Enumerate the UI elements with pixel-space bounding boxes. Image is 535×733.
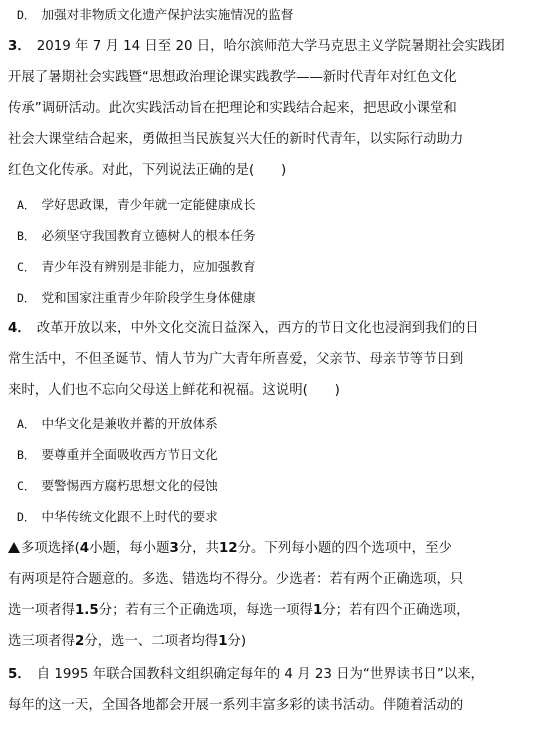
question-3-option-a (17, 195, 527, 215)
option-text: 加强对非物质文化遗产保护法实施情况的监督 (41, 7, 294, 22)
section-text: 分；若有四个正确选项， (322, 603, 470, 618)
question-4-option-d (17, 507, 527, 527)
score-value: 1 (312, 603, 323, 618)
question-text: 常生活中，不但圣诞节、情人节为广大青年所喜爱，父亲节、母亲节等节日到 (8, 352, 464, 367)
question-3-option-b (17, 226, 527, 246)
question-3-line-1 (8, 37, 528, 57)
option-d-previous-question (17, 5, 527, 25)
option-text: 青少年没有辨别是非能力，应加强教育 (41, 259, 256, 274)
option-letter: B． (17, 448, 36, 462)
section-text: 选一项者得 (8, 603, 75, 618)
question-text: 开展了暑期社会实践暨“思想政治理论课实践教学——新时代青年对红色文化 (8, 70, 457, 85)
points-each: 3 (169, 541, 179, 556)
option-text: 中华传统文化跟不上时代的要求 (41, 509, 218, 524)
question-3-option-c (17, 257, 527, 277)
question-5-line-1 (8, 665, 528, 685)
question-number: 4． (8, 321, 31, 336)
section-heading-line-3 (8, 601, 528, 621)
triangle-icon (8, 542, 20, 553)
section-heading-line-2 (8, 570, 528, 590)
option-letter: D． (17, 291, 36, 305)
question-text: 社会大课堂结合起来，勇做担当民族复兴大任的新时代青年，以实际行动助力 (8, 132, 464, 147)
question-3-line-3 (8, 99, 528, 119)
section-title: 多项选择 (21, 541, 75, 556)
section-heading-line-4 (8, 632, 528, 652)
option-text: 必须坚守我国教育立德树人的根本任务 (41, 228, 256, 243)
question-5-line-2 (8, 696, 528, 716)
section-text: 有两项是符合题意的。多选、错选均不得分。少选者：若有两个正确选项，只 (8, 572, 464, 587)
section-text: 小题，每小题 (89, 541, 170, 556)
option-text: 学好思政课，青少年就一定能健康成长 (41, 197, 256, 212)
option-text: 要尊重并全面吸收西方节日文化 (41, 447, 218, 462)
question-text: 来时，人们也不忘向父母送上鲜花和祝福。这说明( ) (8, 383, 340, 398)
section-text: 分) (227, 634, 247, 649)
section-text: 分；若有三个正确选项，每选一项得 (98, 603, 313, 618)
question-4-line-3 (8, 381, 528, 401)
option-text: 党和国家注重青少年阶段学生身体健康 (41, 290, 256, 305)
score-value: 1 (218, 634, 228, 649)
option-text: 中华文化是兼收并蓄的开放体系 (41, 416, 218, 431)
question-text: 红色文化传承。对此，下列说法正确的是( ) (8, 163, 287, 178)
option-text: 要警惕西方腐朽思想文化的侵蚀 (41, 478, 218, 493)
score-value: 1.5 (74, 603, 99, 618)
section-text: 分，共 (178, 541, 219, 556)
section-text: 分，选一、二项者均得 (84, 634, 219, 649)
question-3-line-4 (8, 130, 528, 150)
question-count: 4 (79, 541, 90, 556)
paren-open: ( (74, 541, 80, 556)
question-3-line-2 (8, 68, 528, 88)
question-number: 3． (8, 39, 31, 54)
question-4-line-2 (8, 350, 528, 370)
question-4-line-1 (8, 319, 528, 339)
question-4-option-c (17, 476, 527, 496)
option-letter: A． (17, 417, 36, 431)
total-points: 12 (218, 541, 238, 556)
section-text: 分。下列每小题的四个选项中，至少 (237, 541, 452, 556)
option-letter: C． (17, 260, 36, 274)
question-3-option-d (17, 288, 527, 308)
question-text: 2019 年 7 月 14 日至 20 日，哈尔滨师范大学马克思主义学院暑期社会实践团 (36, 39, 505, 54)
question-number: 5． (8, 667, 31, 682)
option-letter: D． (17, 510, 36, 524)
question-text: 传承”调研活动。此次实践活动旨在把理论和实践结合起来，把思政小课堂和 (8, 101, 457, 116)
question-3-line-5 (8, 161, 528, 181)
section-heading-line-1 (8, 539, 528, 559)
option-letter: A． (17, 198, 36, 212)
option-letter: D． (17, 8, 36, 22)
score-value: 2 (74, 634, 85, 649)
question-text: 每年的这一天，全国各地都会开展一系列丰富多彩的读书活动。伴随着活动的 (8, 698, 464, 713)
option-letter: B． (17, 229, 36, 243)
question-text: 改革开放以来，中外文化交流日益深入，西方的节日文化也浸润到我们的日 (36, 321, 479, 336)
option-letter: C． (17, 479, 36, 493)
question-text: 自 1995 年联合国教科文组织确定每年的 4 月 23 日为“世界读书日”以来， (36, 667, 484, 682)
section-text: 选三项者得 (8, 634, 75, 649)
question-4-option-a (17, 414, 527, 434)
question-4-option-b (17, 445, 527, 465)
